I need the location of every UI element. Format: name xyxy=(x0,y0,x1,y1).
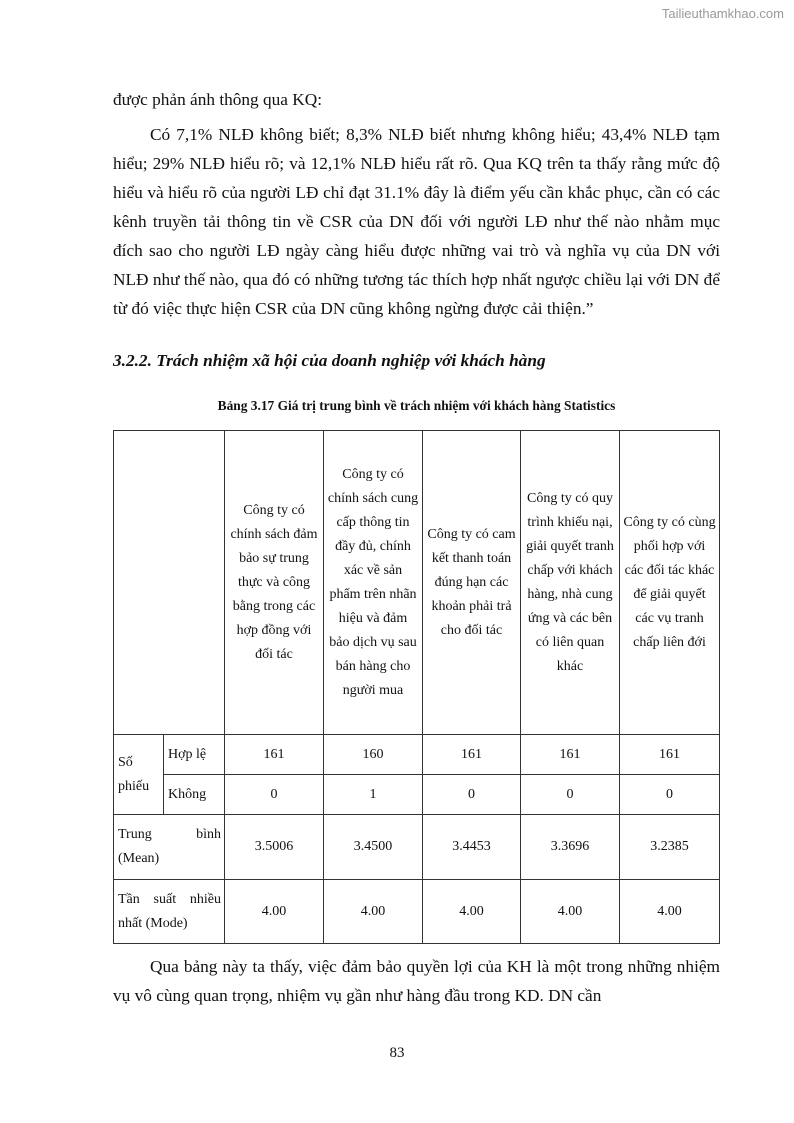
mean-label xyxy=(114,815,225,880)
cell: 3.4453 xyxy=(423,815,521,880)
cell: 0 xyxy=(423,775,521,815)
table-row xyxy=(114,735,720,775)
cell: 3.3696 xyxy=(521,815,620,880)
cell: 4.00 xyxy=(324,880,423,944)
mean-label-a: Trung xyxy=(118,827,152,842)
cell: 0 xyxy=(225,775,324,815)
cell: 4.00 xyxy=(225,880,324,944)
cell: 161 xyxy=(225,735,324,775)
mean-label-c: (Mean) xyxy=(118,851,160,866)
intro-line: được phản ánh thông qua KQ: xyxy=(113,90,323,109)
so-phieu-label: Số phiếu xyxy=(114,735,164,815)
cell: 4.00 xyxy=(620,880,720,944)
page-number: 83 xyxy=(389,1045,405,1061)
mode-label-b: suất xyxy=(153,891,177,907)
hop-le-label: Hợp lệ xyxy=(164,735,225,775)
mode-label-a: Tần xyxy=(118,891,140,907)
khong-label: Không xyxy=(164,775,225,815)
column-header: Công ty có chính sách đảm bảo sự trung thực và công bằng trong các hợp đồng với đối tác xyxy=(225,431,324,735)
cell: 161 xyxy=(620,735,720,775)
mode-label-d: nhất (Mode) xyxy=(118,915,188,931)
watermark: Tailieuthamkhao.com xyxy=(661,6,784,21)
cell: 1 xyxy=(324,775,423,815)
table-row xyxy=(114,775,720,815)
cell: 161 xyxy=(423,735,521,775)
cell: 4.00 xyxy=(521,880,620,944)
cell: 3.2385 xyxy=(620,815,720,880)
mode-label-c: nhiều xyxy=(189,891,221,907)
cell: 0 xyxy=(521,775,620,815)
header-corner xyxy=(114,431,225,735)
table-row xyxy=(114,880,720,944)
header-row xyxy=(114,431,720,735)
after-paragraph: Qua bảng này ta thấy, việc đảm bảo quyền lợi của KH là một trong những nhiệm vụ vô cùng quan trọng, nhiệm vụ gần như hàng đầu trong KD. DN cần xyxy=(113,957,720,1005)
cell: 160 xyxy=(324,735,423,775)
table-row xyxy=(114,815,720,880)
mean-label-b: bình xyxy=(196,827,221,842)
cell: 161 xyxy=(521,735,620,775)
cell: 0 xyxy=(620,775,720,815)
body-paragraph: Có 7,1% NLĐ không biết; 8,3% NLĐ biết nhưng không hiểu; 43,4% NLĐ tạm hiểu; 29% NLĐ hiểu rõ; và 12,1% NLĐ hiểu rất rõ. Qua KQ trên ta thấy rằng mức độ hiểu và hiểu rõ của người LĐ chỉ đạt 31.1% đây là điểm yếu cần khắc phục, cần có các kênh truyền tải thông tin về CSR của DN đối với người LĐ như thế nào nhằm mục đích sao cho người LĐ ngày càng hiểu được những vai trò và nghĩa vụ của DN với NLĐ như thế nào, qua đó có những tương tác thích hợp nhất ngược chiều lại với DN để từ đó việc thực hiện CSR của DN cũng không ngừng được cải thiện.” xyxy=(113,125,720,318)
cell: 3.4500 xyxy=(324,815,423,880)
column-header: Công ty có quy trình khiếu nại, giải quyết tranh chấp với khách hàng, nhà cung ứng và các bên có liên quan khác xyxy=(521,431,620,735)
column-header: Công ty có cùng phối hợp với các đối tác khác để giải quyết các vụ tranh chấp liên đới xyxy=(620,431,720,735)
table-caption: Bảng 3.17 Giá trị trung bình về trách nhiệm với khách hàng Statistics xyxy=(217,398,616,413)
cell: 4.00 xyxy=(423,880,521,944)
column-header: Công ty có chính sách cung cấp thông tin đầy đủ, chính xác về sản phẩm trên nhãn hiệu và đảm bảo dịch vụ sau bán hàng cho người mua xyxy=(324,431,423,735)
column-header: Công ty có cam kết thanh toán đúng hạn các khoản phải trả cho đối tác xyxy=(423,431,521,735)
statistics-table xyxy=(113,430,720,944)
section-heading: 3.2.2. Trách nhiệm xã hội của doanh nghiệp với khách hàng xyxy=(113,351,546,370)
cell: 3.5006 xyxy=(225,815,324,880)
mode-label xyxy=(114,880,225,944)
